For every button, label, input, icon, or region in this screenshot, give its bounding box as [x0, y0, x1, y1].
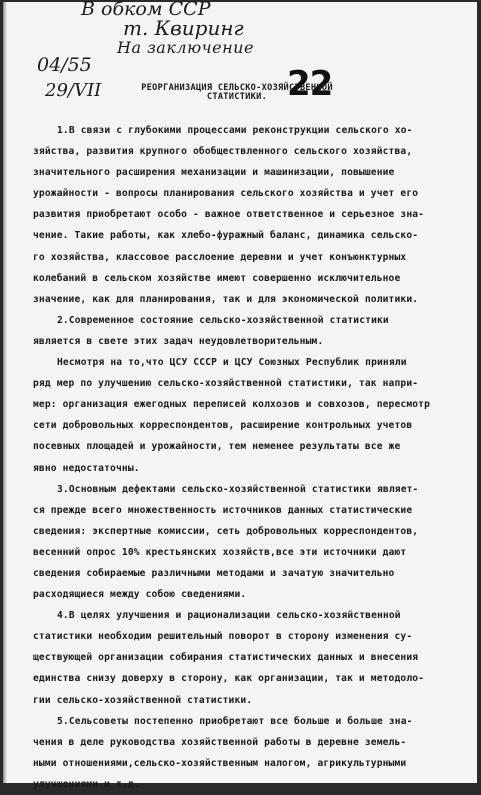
- handwritten-recipient: т. Квиринг: [123, 16, 244, 40]
- text-line: посевных площадей и урожайности, тем неменее результаты все же: [33, 441, 401, 453]
- text-line: 4.В целях улучшения и рационализации сельско-хозяйственной: [57, 610, 401, 622]
- text-line: весенний опрос 10% крестьянских хозяйств,все эти источники дают: [33, 546, 407, 558]
- text-line: колебаний в сельском хозяйстве имеют совершенно исключительное: [33, 272, 401, 284]
- text-line: развития приобретают особо - важное ответственное и серьезное зна-: [33, 209, 425, 221]
- handwritten-resolution: На заключение: [117, 38, 254, 57]
- title-line-1: РЕОРГАНИЗАЦИЯ СЕЛЬСКО-ХОЗЯЙСТВЕННОЙ: [141, 83, 333, 93]
- handwritten-date: 29/VII: [45, 80, 102, 101]
- text-line: сети добровольных корреспондентов, расширение контрольных учетов: [33, 420, 413, 432]
- text-line: чения в деле руководства хозяйственной работы в деревне земель-: [33, 736, 407, 748]
- text-line: чение. Такие работы, как хлебо-фуражный баланс, динамика сельско-: [33, 230, 419, 242]
- document-page: [3, 0, 477, 790]
- document-title: [117, 84, 357, 102]
- text-line: единства снизу доверху в сторону, как организации, так и методоло-: [33, 673, 425, 685]
- text-line: статистики необходим решительный поворот в сторону изменения су-: [33, 631, 413, 643]
- text-line: гии сельско-хозяйственной статистики.: [33, 694, 253, 706]
- text-line: зяйства, развития крупного обобществленного сельского хозяйства,: [33, 146, 413, 158]
- handwritten-folio: 04/55: [37, 54, 92, 76]
- text-line: ществующей организации собирания статистических данных и внесения: [33, 652, 419, 664]
- text-line: явно недостаточны.: [33, 462, 140, 474]
- text-line: ными отношениями,сельско-хозяйственным налогом, агрикультурными: [33, 757, 407, 769]
- document-body: [33, 120, 465, 795]
- text-line: сведения собираемые различными методами и зачатую значительно: [33, 567, 395, 579]
- text-line: значение, как для планирования, так и для экономической политики.: [33, 293, 419, 305]
- page-number-stamp: 22: [287, 64, 333, 104]
- text-line: 2.Современное состояние сельско-хозяйственной статистики: [57, 314, 389, 326]
- text-line: значительного расширения механизации и машинизации, повышение: [33, 167, 395, 179]
- text-line: 5.Сельсоветы постепенно приобретают все больше и больше зна-: [57, 715, 413, 727]
- text-line: ряд мер по улучшению сельско-хозяйственной статистики, так напри-: [33, 378, 419, 390]
- text-line: 3.Основным дефектами сельско-хозяйственной статистики являет-: [57, 483, 419, 495]
- text-line: ся прежде всего множественность источников данных статистические: [33, 504, 413, 516]
- text-line: 1.В связи с глубокими процессами реконструкции сельского хо-: [57, 125, 413, 136]
- title-line-2: СТАТИСТИКИ.: [206, 92, 268, 102]
- text-line: улучшениями и т.д.: [33, 778, 140, 790]
- page-edge-shadow: [3, 2, 7, 783]
- text-line: расходящиеся между собою сведениями.: [33, 589, 247, 601]
- text-line: сведения: экспертные комиссии, сеть добровольных корреспондентов,: [33, 525, 419, 537]
- text-line: урожайности - вопросы планирования сельского хозяйства и учет его: [33, 188, 419, 200]
- handwritten-address: В обком ССР: [81, 0, 211, 20]
- text-line: Несмотря на то,что ЦСУ СССР и ЦСУ Союзных Республик приняли: [57, 357, 407, 369]
- text-line: го хозяйства, классовое расслоение деревни и учет конъюнктурных: [33, 251, 407, 263]
- text-line: мер: организация ежегодных переписей колхозов и совхозов, пересмотр: [33, 399, 431, 411]
- text-line: является в свете этих задач неудовлетворительным.: [33, 335, 324, 347]
